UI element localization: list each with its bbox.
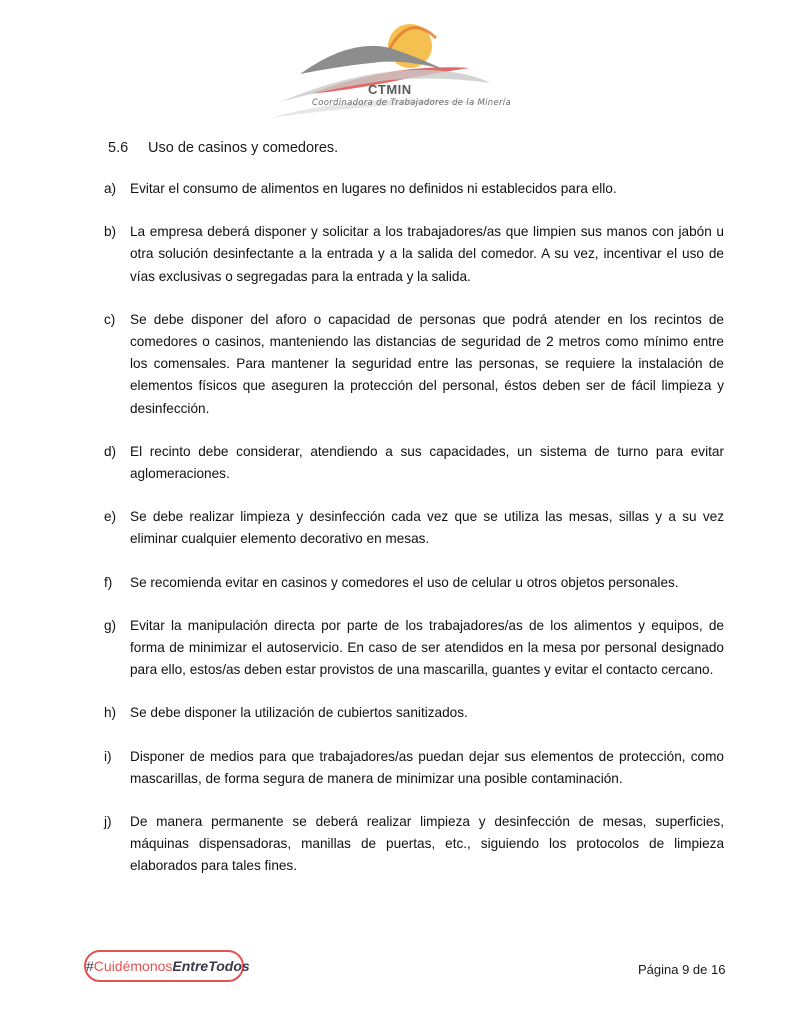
list-marker: j) [104, 814, 112, 830]
section-heading [108, 140, 338, 156]
list-item-text: Se debe disponer del aforo o capacidad de personas que podrá atender en los recintos de comedores o casinos, manteniendo las distancias de seguridad de 2 metros como mínimo entre los comensales. Para mantener la seguridad entre las personas, se requiere la instalación de elementos físicos que aseguren la protección del personal, éstos deben ser de fácil limpieza y desinfección. [130, 311, 724, 416]
guideline-list [104, 178, 724, 899]
list-item [104, 702, 724, 724]
list-item-text: Se recomienda evitar en casinos y comedores el uso de celular u otros objetos personales. [130, 574, 679, 590]
list-item [104, 178, 724, 200]
list-item-text: Evitar el consumo de alimentos en lugares no definidos ni establecidos para ello. [130, 181, 617, 196]
hashtag-bold: EntreTodos [172, 958, 250, 974]
list-item-text: De manera permanente se deberá realizar limpieza y desinfección de mesas, superficies, máquinas dispensadoras, manillas de puertas, etc., siguiendo los protocolos de limpieza elaborados para tales fines. [130, 814, 724, 874]
list-item [104, 746, 724, 790]
list-item-text: Se debe realizar limpieza y desinfección cada vez que se utiliza las mesas, sillas y a su vez eliminar cualquier elemento decorativo en mesas. [130, 509, 724, 547]
hashtag-prefix: # [86, 958, 94, 974]
list-item [104, 572, 724, 594]
section-title: Uso de casinos y comedores. [148, 140, 339, 156]
page-number: Página 9 de 16 [638, 962, 726, 977]
list-marker: i) [104, 748, 112, 764]
list-marker: b) [104, 224, 117, 240]
list-item-text: Evitar la manipulación directa por parte de los trabajadores/as de los alimentos y equipos, de forma de minimizar el autoservicio. En caso de ser atendidos en la mesa por personal designado para ello, estos/as deben estar provistos de una mascarilla, guantes y evitar el contacto cercano. [130, 617, 724, 678]
list-marker: h) [104, 705, 117, 721]
list-item-text: El recinto debe considerar, atendiendo a sus capacidades, un sistema de turno para evitar aglomeraciones. [130, 443, 724, 482]
list-marker: f) [104, 574, 113, 590]
list-item [104, 506, 724, 550]
hashtag-badge [84, 950, 250, 982]
list-marker: e) [104, 509, 117, 525]
list-marker: d) [104, 443, 117, 459]
list-marker: c) [104, 311, 116, 327]
section-number: 5.6 [108, 140, 129, 156]
list-item-text: Se debe disponer la utilización de cubiertos sanitizados. [130, 705, 468, 721]
list-item-text: La empresa deberá disponer y solicitar a los trabajadores/as que limpien sus manos con jabón u otra solución desinfectante a la entrada y a la salida del comedor. A su vez, incentivar el uso de vías exclusivas o segregadas para la entrada y la salida. [130, 224, 724, 284]
list-item [104, 309, 724, 420]
list-item [104, 221, 724, 288]
list-marker: a) [104, 181, 117, 196]
logo-subtitle: Coordinadora de Trabajadores de la Minería [312, 98, 511, 108]
logo-title: CTMIN [368, 82, 412, 97]
list-item [104, 811, 724, 878]
hashtag-main: Cuidémonos [93, 958, 173, 974]
list-item [104, 615, 724, 682]
list-marker: g) [104, 617, 117, 633]
ctmin-logo [240, 8, 540, 128]
logo-mark-icon [240, 8, 540, 128]
list-item-text: Disponer de medios para que trabajadores/as puedan dejar sus elementos de protección, como mascarillas, de forma segura de manera de minimizar una posible contaminación. [130, 748, 724, 786]
list-item [104, 441, 724, 485]
